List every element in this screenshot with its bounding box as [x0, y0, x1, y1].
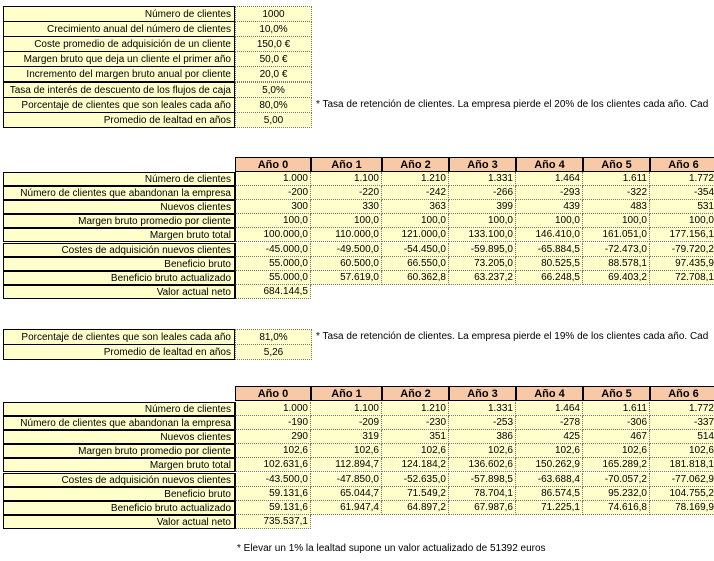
- param-value[interactable]: 1000: [235, 6, 312, 22]
- table-cell[interactable]: 1.331: [449, 172, 516, 186]
- table-cell[interactable]: 100,0: [449, 214, 516, 228]
- table-cell[interactable]: 136.602,6: [449, 458, 516, 472]
- table-cell[interactable]: 146.410,0: [516, 228, 583, 242]
- table-cell[interactable]: 60.500,0: [311, 257, 382, 271]
- row-label[interactable]: Beneficio bruto: [3, 257, 235, 271]
- table-cell[interactable]: 55.000,0: [235, 271, 311, 285]
- table-cell[interactable]: 133.100,0: [449, 228, 516, 242]
- table-cell[interactable]: 1.000: [235, 172, 311, 186]
- param-value[interactable]: 20,0 €: [235, 66, 312, 82]
- param-value[interactable]: 150,0 €: [235, 36, 312, 52]
- table-cell[interactable]: 100,0: [311, 214, 382, 228]
- table-cell[interactable]: -230: [382, 416, 449, 430]
- table-cell[interactable]: 319: [311, 430, 382, 444]
- table-cell[interactable]: 181.818,1: [650, 458, 714, 472]
- table-cell[interactable]: -79.720,2: [650, 243, 714, 257]
- table-cell[interactable]: 88.578,1: [583, 257, 650, 271]
- table-cell[interactable]: 1.611: [583, 402, 650, 416]
- table-cell[interactable]: 531: [650, 200, 714, 214]
- table-cell[interactable]: 72.708,1: [650, 271, 714, 285]
- table-cell[interactable]: -59.895,0: [449, 243, 516, 257]
- table-cell[interactable]: -242: [382, 186, 449, 200]
- retention-note: * Tasa de retención de clientes. La empresa pierde el 19% de los clientes cada año. Cad: [316, 331, 709, 342]
- param-value[interactable]: 10,0%: [235, 21, 312, 37]
- year-header[interactable]: Año 3: [449, 386, 516, 401]
- table-cell[interactable]: 74.616,8: [583, 501, 650, 515]
- table-cell[interactable]: 64.897,2: [382, 501, 449, 515]
- param-label[interactable]: Margen bruto que deja un cliente el primer año: [3, 51, 235, 67]
- table-cell[interactable]: 100,0: [235, 214, 311, 228]
- table-cell[interactable]: 65.044,7: [311, 487, 382, 501]
- table-cell[interactable]: 439: [516, 200, 583, 214]
- table-cell[interactable]: 66.248,5: [516, 271, 583, 285]
- table-cell[interactable]: -65.884,5: [516, 243, 583, 257]
- row-label[interactable]: Nuevos clientes: [3, 430, 235, 444]
- row-label[interactable]: Número de clientes que abandonan la empresa: [3, 186, 235, 200]
- table-cell[interactable]: 363: [382, 200, 449, 214]
- param-value[interactable]: 5,26: [235, 344, 312, 360]
- table-cell[interactable]: 61.947,4: [311, 501, 382, 515]
- table-cell[interactable]: 483: [583, 200, 650, 214]
- table-cell[interactable]: 102,6: [382, 444, 449, 458]
- table-cell[interactable]: -43.500,0: [235, 473, 311, 487]
- table-cell[interactable]: 399: [449, 200, 516, 214]
- table-cell[interactable]: 150.262,9: [516, 458, 583, 472]
- table-cell[interactable]: 60.362,8: [382, 271, 449, 285]
- table-cell[interactable]: 102,6: [516, 444, 583, 458]
- param-label[interactable]: Crecimiento anual del número de clientes: [3, 21, 235, 37]
- table-cell[interactable]: -52.635,0: [382, 473, 449, 487]
- table-cell[interactable]: -45.000,0: [235, 243, 311, 257]
- param-label[interactable]: Promedio de lealtad en años: [3, 344, 235, 360]
- year-header[interactable]: Año 0: [235, 386, 311, 401]
- year-header[interactable]: Año 2: [382, 157, 449, 172]
- year-header[interactable]: Año 2: [382, 386, 449, 401]
- row-label[interactable]: Número de clientes: [3, 172, 235, 186]
- table-cell[interactable]: 102,6: [235, 444, 311, 458]
- table-cell[interactable]: -72.473,0: [583, 243, 650, 257]
- row-label[interactable]: Beneficio bruto actualizado: [3, 271, 235, 285]
- table-cell[interactable]: -209: [311, 416, 382, 430]
- param-label[interactable]: Coste promedio de adquisición de un cliente: [3, 36, 235, 52]
- param-value[interactable]: 81,0%: [235, 329, 312, 345]
- table-cell[interactable]: 100,0: [382, 214, 449, 228]
- row-label[interactable]: Número de clientes que abandonan la empresa: [3, 416, 235, 430]
- param-label[interactable]: Número de clientes: [3, 6, 235, 22]
- table-cell[interactable]: 71.549,2: [382, 487, 449, 501]
- table-cell[interactable]: 80.525,5: [516, 257, 583, 271]
- table-cell[interactable]: 63.237,2: [449, 271, 516, 285]
- footnote: * Elevar un 1% la lealtad supone un valor actualizado de 51392 euros: [237, 543, 546, 554]
- npv-value[interactable]: 684.144,5: [235, 285, 311, 299]
- row-label[interactable]: Costes de adquisición nuevos clientes: [3, 243, 235, 257]
- table-cell[interactable]: 112.894,7: [311, 458, 382, 472]
- year-header[interactable]: Año 4: [516, 157, 583, 172]
- year-header[interactable]: Año 3: [449, 157, 516, 172]
- table-cell[interactable]: 102,6: [583, 444, 650, 458]
- table-cell[interactable]: -200: [235, 186, 311, 200]
- table-cell[interactable]: -354: [650, 186, 714, 200]
- table-cell[interactable]: 104.755,2: [650, 487, 714, 501]
- retention-note: * Tasa de retención de clientes. La empresa pierde el 20% de los clientes cada año. Cad: [316, 99, 709, 110]
- row-label[interactable]: Beneficio bruto actualizado: [3, 501, 235, 515]
- npv-label[interactable]: Valor actual neto: [3, 285, 235, 299]
- table-cell[interactable]: 69.403,2: [583, 271, 650, 285]
- param-label[interactable]: Incremento del margen bruto anual por cliente: [3, 66, 235, 82]
- table-cell[interactable]: 1.100: [311, 172, 382, 186]
- table-cell[interactable]: 100,0: [516, 214, 583, 228]
- table-cell[interactable]: 1.464: [516, 172, 583, 186]
- table-cell[interactable]: -322: [583, 186, 650, 200]
- table-cell[interactable]: -337: [650, 416, 714, 430]
- table-cell[interactable]: 1.464: [516, 402, 583, 416]
- row-label[interactable]: Margen bruto total: [3, 458, 235, 472]
- table-cell[interactable]: 177.156,1: [650, 228, 714, 242]
- table-cell[interactable]: -278: [516, 416, 583, 430]
- year-header[interactable]: Año 1: [311, 386, 382, 401]
- table-cell[interactable]: -220: [311, 186, 382, 200]
- param-label[interactable]: Promedio de lealtad en años: [3, 112, 235, 128]
- param-label[interactable]: Tasa de interés de descuento de los flujos de caja: [3, 82, 235, 98]
- table-cell[interactable]: -57.898,5: [449, 473, 516, 487]
- table-cell[interactable]: 78.169,9: [650, 501, 714, 515]
- table-cell[interactable]: 100,0: [650, 214, 714, 228]
- param-label[interactable]: Porcentaje de clientes que son leales cada año: [3, 97, 235, 113]
- table-cell[interactable]: 1.772: [650, 172, 714, 186]
- table-cell[interactable]: 78.704,1: [449, 487, 516, 501]
- year-header[interactable]: Año 4: [516, 386, 583, 401]
- table-cell[interactable]: 124.184,2: [382, 458, 449, 472]
- table-cell[interactable]: 330: [311, 200, 382, 214]
- table-cell[interactable]: -70.057,2: [583, 473, 650, 487]
- param-value[interactable]: 80,0%: [235, 97, 312, 113]
- table-cell[interactable]: 102,6: [449, 444, 516, 458]
- year-header[interactable]: Año 6: [650, 386, 714, 401]
- table-cell[interactable]: 386: [449, 430, 516, 444]
- year-header[interactable]: Año 1: [311, 157, 382, 172]
- table-cell[interactable]: 86.574,5: [516, 487, 583, 501]
- table-cell[interactable]: 467: [583, 430, 650, 444]
- table-cell[interactable]: 1.210: [382, 402, 449, 416]
- table-cell[interactable]: 1.210: [382, 172, 449, 186]
- param-value[interactable]: 50,0 €: [235, 51, 312, 67]
- row-label[interactable]: Margen bruto promedio por cliente: [3, 444, 235, 458]
- table-cell[interactable]: -266: [449, 186, 516, 200]
- param-value[interactable]: 5,0%: [235, 82, 312, 98]
- table-cell[interactable]: -190: [235, 416, 311, 430]
- table-cell[interactable]: 1.000: [235, 402, 311, 416]
- table-cell[interactable]: 425: [516, 430, 583, 444]
- table-cell[interactable]: 1.611: [583, 172, 650, 186]
- table-cell[interactable]: 97.435,9: [650, 257, 714, 271]
- table-cell[interactable]: 514: [650, 430, 714, 444]
- table-cell[interactable]: 121.000,0: [382, 228, 449, 242]
- table-cell[interactable]: -253: [449, 416, 516, 430]
- table-cell[interactable]: -47.850,0: [311, 473, 382, 487]
- table-cell[interactable]: 59.131,6: [235, 487, 311, 501]
- table-cell[interactable]: 165.289,2: [583, 458, 650, 472]
- table-cell[interactable]: 102.631,6: [235, 458, 311, 472]
- row-label[interactable]: Margen bruto promedio por cliente: [3, 214, 235, 228]
- year-header[interactable]: Año 5: [583, 386, 650, 401]
- table-cell[interactable]: 66.550,0: [382, 257, 449, 271]
- table-cell[interactable]: 110.000,0: [311, 228, 382, 242]
- table-cell[interactable]: 290: [235, 430, 311, 444]
- row-label[interactable]: Número de clientes: [3, 402, 235, 416]
- year-header[interactable]: Año 0: [235, 157, 311, 172]
- table-cell[interactable]: 55.000,0: [235, 257, 311, 271]
- table-cell[interactable]: 57.619,0: [311, 271, 382, 285]
- row-label[interactable]: Margen bruto total: [3, 228, 235, 242]
- table-cell[interactable]: 1.331: [449, 402, 516, 416]
- npv-label[interactable]: Valor actual neto: [3, 515, 235, 529]
- table-cell[interactable]: 1.772: [650, 402, 714, 416]
- table-cell[interactable]: 95.232,0: [583, 487, 650, 501]
- table-cell[interactable]: 100.000,0: [235, 228, 311, 242]
- table-cell[interactable]: 59.131,6: [235, 501, 311, 515]
- table-cell[interactable]: 102,6: [311, 444, 382, 458]
- table-cell[interactable]: 100,0: [583, 214, 650, 228]
- table-cell[interactable]: -293: [516, 186, 583, 200]
- year-header[interactable]: Año 5: [583, 157, 650, 172]
- table-cell[interactable]: -306: [583, 416, 650, 430]
- table-cell[interactable]: 300: [235, 200, 311, 214]
- table-cell[interactable]: 1.100: [311, 402, 382, 416]
- table-cell[interactable]: 351: [382, 430, 449, 444]
- table-cell[interactable]: -63.688,4: [516, 473, 583, 487]
- row-label[interactable]: Costes de adquisición nuevos clientes: [3, 473, 235, 487]
- row-label[interactable]: Nuevos clientes: [3, 200, 235, 214]
- table-cell[interactable]: 161.051,0: [583, 228, 650, 242]
- npv-value[interactable]: 735.537,1: [235, 515, 311, 529]
- table-cell[interactable]: 67.987,6: [449, 501, 516, 515]
- param-label[interactable]: Porcentaje de clientes que son leales cada año: [3, 329, 235, 345]
- table-cell[interactable]: -54.450,0: [382, 243, 449, 257]
- table-cell[interactable]: 102,6: [650, 444, 714, 458]
- table-cell[interactable]: -77.062,9: [650, 473, 714, 487]
- row-label[interactable]: Beneficio bruto: [3, 487, 235, 501]
- table-cell[interactable]: 73.205,0: [449, 257, 516, 271]
- param-value[interactable]: 5,00: [235, 112, 312, 128]
- year-header[interactable]: Año 6: [650, 157, 714, 172]
- table-cell[interactable]: 71.225,1: [516, 501, 583, 515]
- table-cell[interactable]: -49.500,0: [311, 243, 382, 257]
